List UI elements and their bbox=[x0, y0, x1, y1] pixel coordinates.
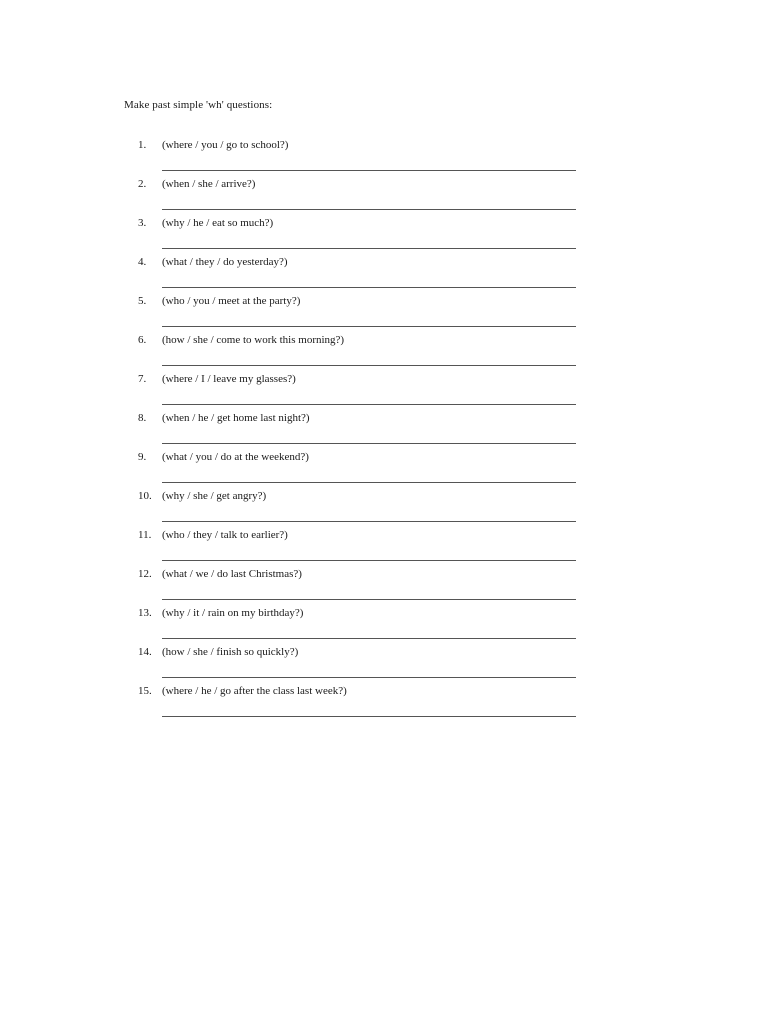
question-prompt: (when / he / get home last night?) bbox=[162, 412, 310, 424]
question-prompt: (who / you / meet at the party?) bbox=[162, 295, 301, 307]
question-item-1 bbox=[0, 138, 768, 177]
question-number: 7. bbox=[138, 373, 147, 385]
answer-line[interactable] bbox=[162, 170, 576, 171]
answer-line[interactable] bbox=[162, 326, 576, 327]
question-item-3 bbox=[0, 216, 768, 255]
question-item-12 bbox=[0, 567, 768, 606]
answer-line[interactable] bbox=[162, 443, 576, 444]
question-prompt: (what / we / do last Christmas?) bbox=[162, 568, 302, 580]
question-prompt: (why / it / rain on my birthday?) bbox=[162, 607, 304, 619]
question-item-2 bbox=[0, 177, 768, 216]
answer-line[interactable] bbox=[162, 521, 576, 522]
question-number: 15. bbox=[138, 685, 152, 697]
answer-line[interactable] bbox=[162, 482, 576, 483]
question-number: 6. bbox=[138, 334, 147, 346]
answer-line[interactable] bbox=[162, 560, 576, 561]
question-prompt: (how / she / finish so quickly?) bbox=[162, 646, 299, 658]
question-prompt: (why / he / eat so much?) bbox=[162, 217, 274, 229]
question-item-4 bbox=[0, 255, 768, 294]
question-number: 13. bbox=[138, 607, 152, 619]
answer-line[interactable] bbox=[162, 365, 576, 366]
question-number: 11. bbox=[138, 529, 152, 541]
question-number: 4. bbox=[138, 256, 147, 268]
question-number: 10. bbox=[138, 490, 152, 502]
question-item-15 bbox=[0, 684, 768, 723]
question-number: 1. bbox=[138, 139, 147, 151]
answer-line[interactable] bbox=[162, 677, 576, 678]
question-prompt: (where / he / go after the class last week?) bbox=[162, 685, 347, 697]
question-prompt: (how / she / come to work this morning?) bbox=[162, 334, 345, 346]
question-item-7 bbox=[0, 372, 768, 411]
worksheet-instruction: Make past simple 'wh' questions: bbox=[124, 99, 273, 111]
question-number: 2. bbox=[138, 178, 147, 190]
question-number: 9. bbox=[138, 451, 147, 463]
question-item-5 bbox=[0, 294, 768, 333]
question-item-14 bbox=[0, 645, 768, 684]
question-item-6 bbox=[0, 333, 768, 372]
question-item-13 bbox=[0, 606, 768, 645]
answer-line[interactable] bbox=[162, 404, 576, 405]
answer-line[interactable] bbox=[162, 287, 576, 288]
question-prompt: (why / she / get angry?) bbox=[162, 490, 267, 502]
question-number: 12. bbox=[138, 568, 152, 580]
answer-line[interactable] bbox=[162, 716, 576, 717]
answer-line[interactable] bbox=[162, 209, 576, 210]
question-number: 3. bbox=[138, 217, 147, 229]
question-prompt: (who / they / talk to earlier?) bbox=[162, 529, 288, 541]
question-item-8 bbox=[0, 411, 768, 450]
question-item-11 bbox=[0, 528, 768, 567]
question-item-9 bbox=[0, 450, 768, 489]
question-number: 8. bbox=[138, 412, 147, 424]
question-list bbox=[0, 138, 768, 723]
question-prompt: (where / I / leave my glasses?) bbox=[162, 373, 296, 385]
question-prompt: (when / she / arrive?) bbox=[162, 178, 256, 190]
answer-line[interactable] bbox=[162, 599, 576, 600]
question-number: 14. bbox=[138, 646, 152, 658]
question-prompt: (where / you / go to school?) bbox=[162, 139, 289, 151]
answer-line[interactable] bbox=[162, 248, 576, 249]
question-number: 5. bbox=[138, 295, 147, 307]
question-item-10 bbox=[0, 489, 768, 528]
question-prompt: (what / you / do at the weekend?) bbox=[162, 451, 309, 463]
question-prompt: (what / they / do yesterday?) bbox=[162, 256, 288, 268]
answer-line[interactable] bbox=[162, 638, 576, 639]
